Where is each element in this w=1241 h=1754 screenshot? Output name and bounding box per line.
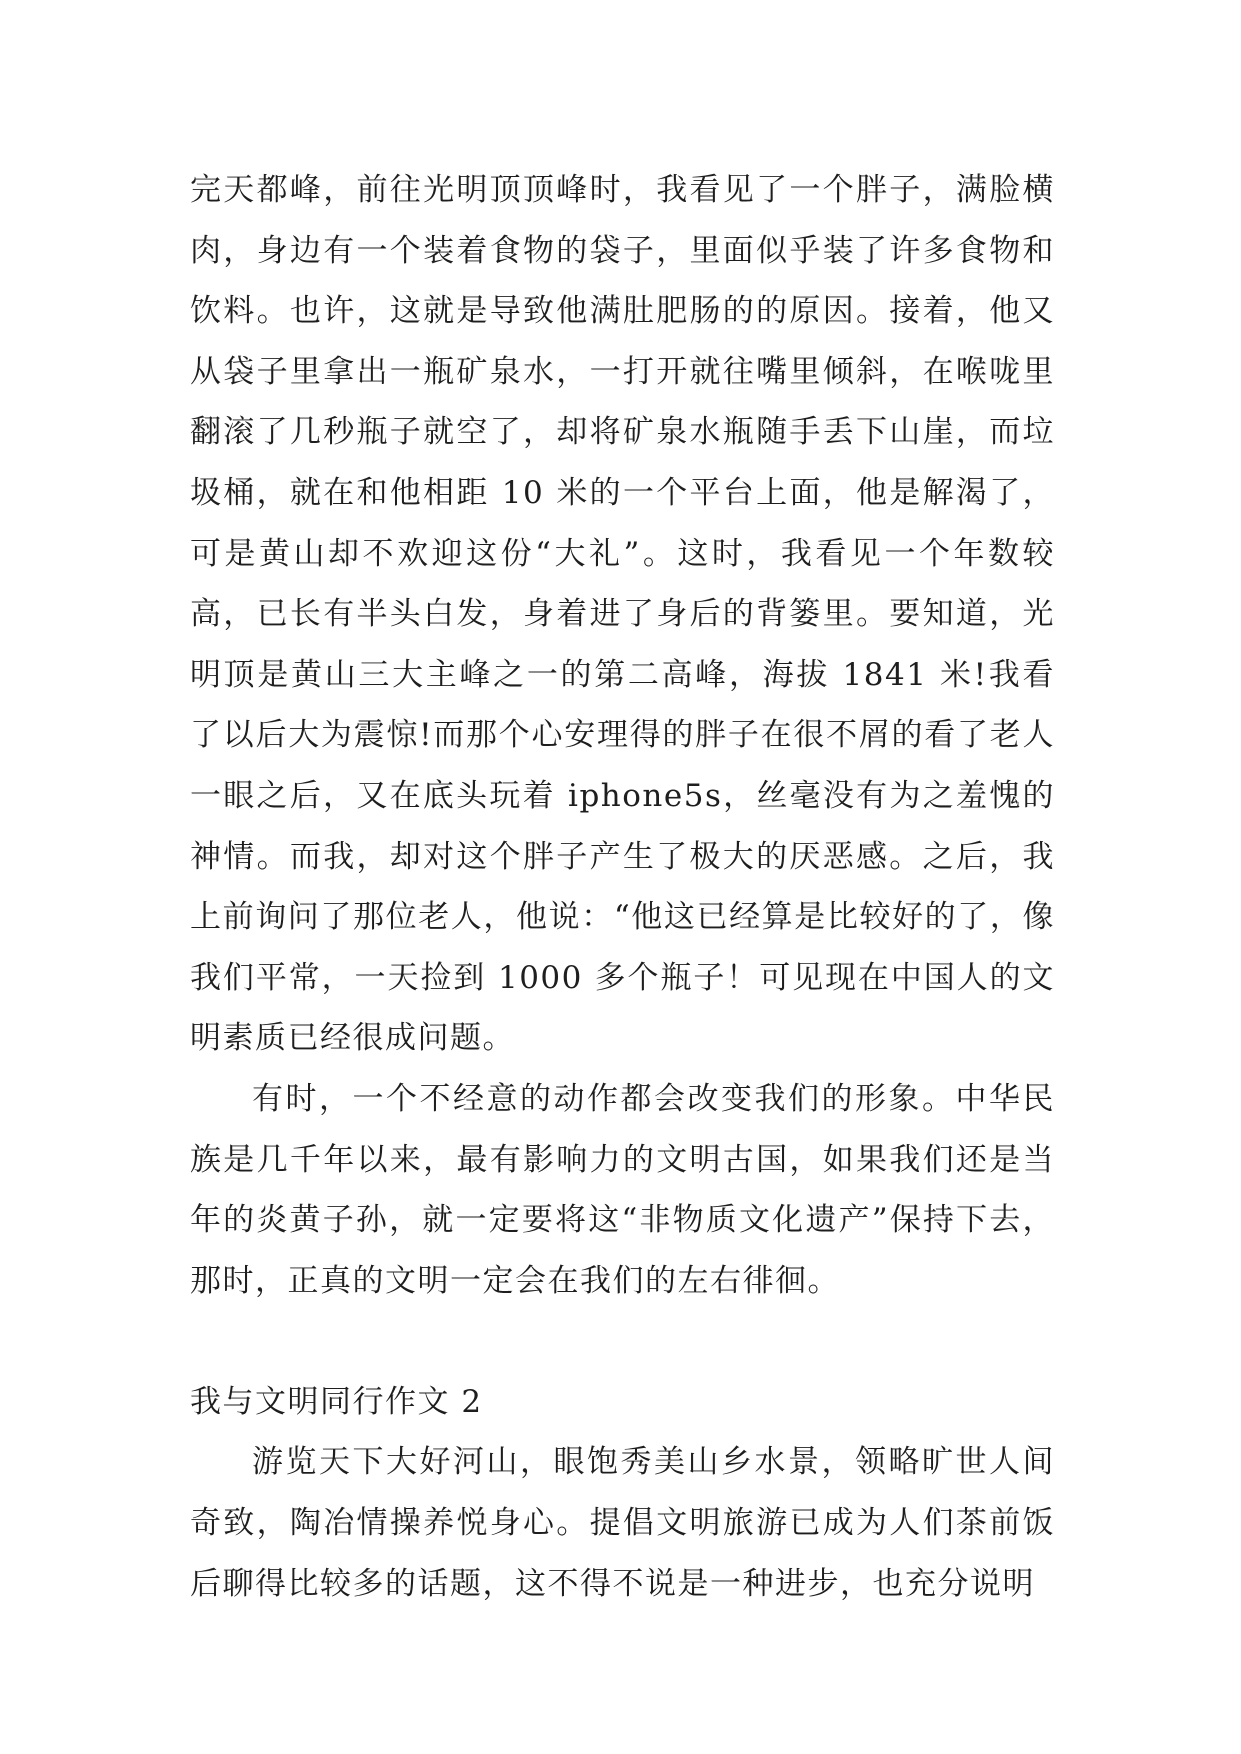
paragraph-continuation: 完天都峰，前往光明顶顶峰时，我看见了一个胖子，满脸横肉，身边有一个装着食物的袋子，里面似乎装了许多食物和饮料。也许，这就是导致他满肚肥肠的的原因。接着，他又从袋子里拿出一瓶矿泉水，一打开就往嘴里倾斜，在喉咙里翻滚了几秒瓶子就空了，却将矿泉水瓶随手丢下山崖，而垃圾桶，就在和他相距 10 米的一个平台上面，他是解渴了，可是黄山却不欢迎这份“大礼”。这时，我看见一个年数较高，已长有半头白发，身着进了身后的背篓里。要知道，光明顶是黄山三大主峰之一的第二高峰，海拔 1841 米!我看了以后大为震惊!而那个心安理得的胖子在很不屑的看了老人一眼之后，又在底头玩着 iphone5s，丝毫没有为之羞愧的神情。而我，却对这个胖子产生了极大的厌恶感。之后，我上前询问了那位老人，他说：“他这已经算是比较好的了，像我们平常，一天捡到 1000 多个瓶子！可见现在中国人的文明素质已经很成问题。 — [190, 172, 1055, 1057]
essay-heading: 我与文明同行作文 2 — [190, 1383, 483, 1420]
document-body — [190, 160, 1055, 1614]
paragraph-intro: 游览天下大好河山，眼饱秀美山乡水景，领略旷世人间奇致，陶冶情操养悦身心。提倡文明旅游已成为人们茶前饭后聊得比较多的话题，这不得不说是一种进步，也充分说明 — [190, 1444, 1055, 1602]
paragraph-conclusion: 有时，一个不经意的动作都会改变我们的形象。中华民族是几千年以来，最有影响力的文明古国，如果我们还是当年的炎黄子孙，就一定要将这“非物质文化遗产”保持下去，那时，正真的文明一定会在我们的左右徘徊。 — [190, 1080, 1055, 1299]
